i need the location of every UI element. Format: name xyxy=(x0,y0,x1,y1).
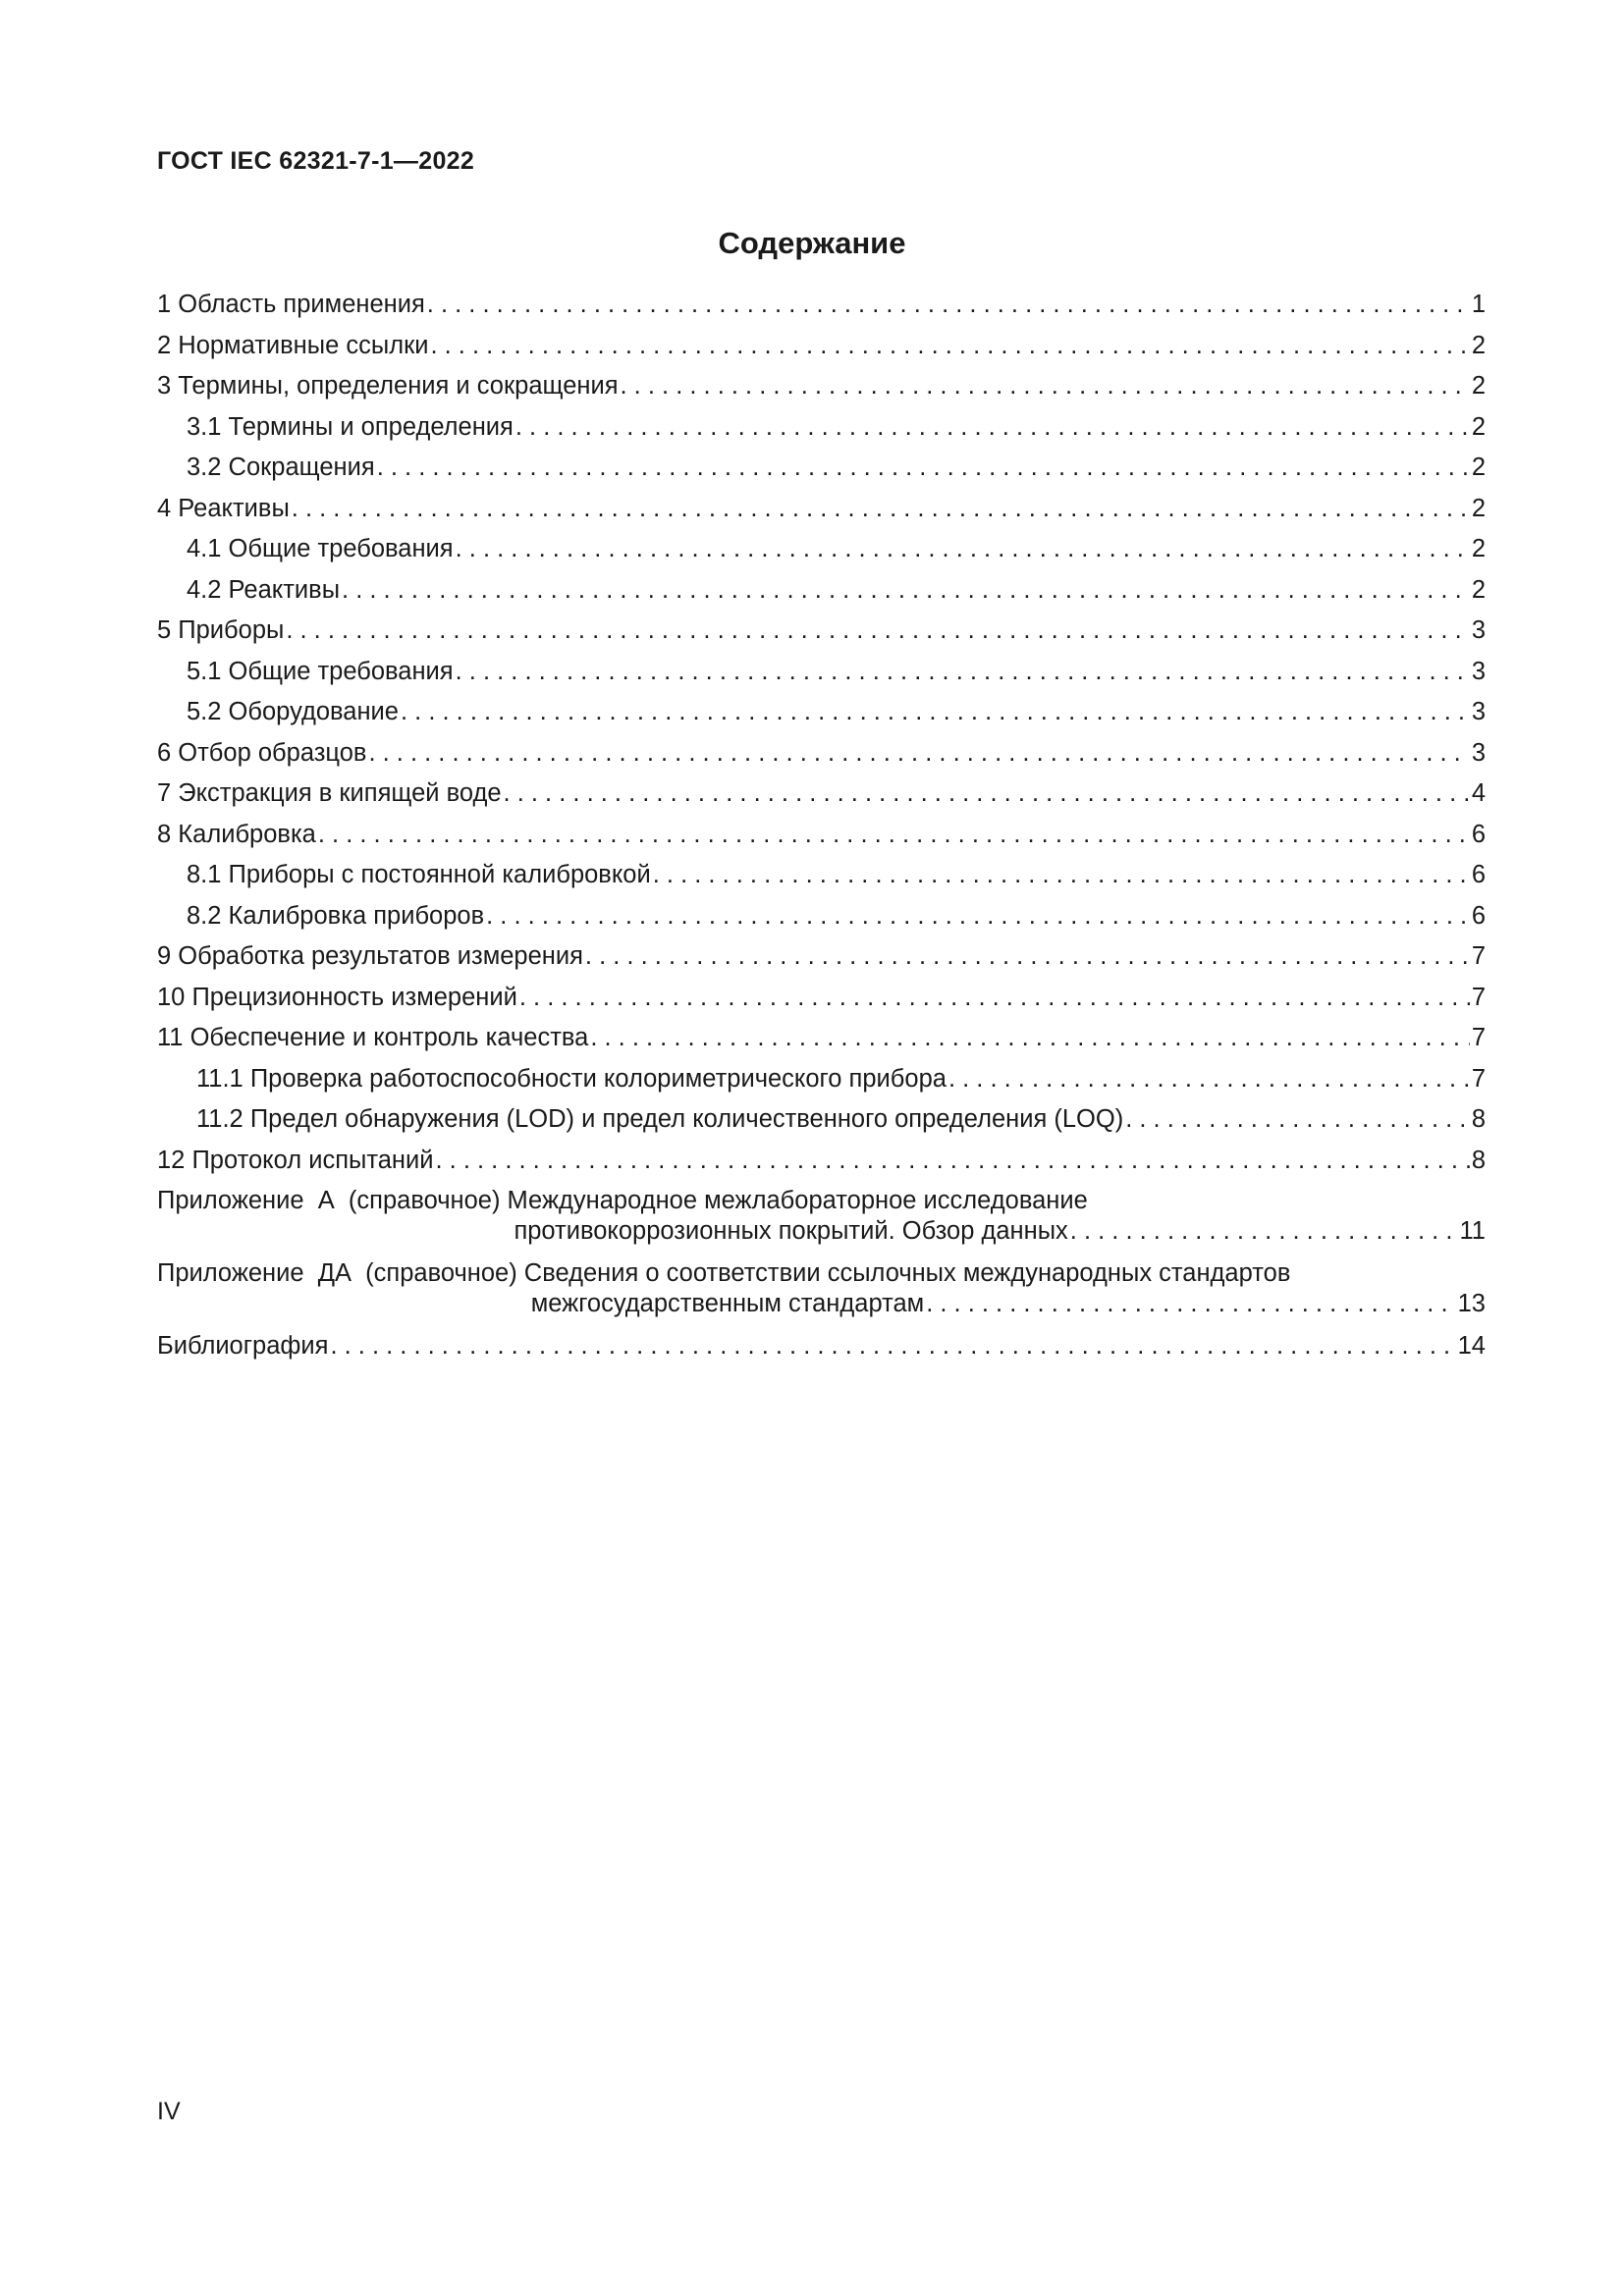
toc-entry-title: Предел обнаружения (LOD) и предел количественного определения (LOQ) xyxy=(249,1105,1124,1133)
toc-entry-title: Обеспечение и контроль качества xyxy=(189,1024,589,1051)
toc-entry[interactable] xyxy=(157,615,1486,646)
toc-entry-page: 7 xyxy=(1471,1064,1486,1093)
toc-entry-number: 4.1 xyxy=(187,535,222,562)
toc-entry[interactable] xyxy=(157,1064,1486,1095)
dot-leader xyxy=(1070,1216,1458,1247)
toc-entry-number: 5.1 xyxy=(187,657,222,685)
toc-entry-number: 11.2 xyxy=(196,1105,244,1133)
toc-entry-page: 3 xyxy=(1471,616,1486,644)
appendix-page: 11 xyxy=(1459,1217,1486,1245)
toc-entry-title: Калибровка xyxy=(178,820,316,848)
toc-entry-title: Обработка результатов измерения xyxy=(178,942,583,970)
toc-entry[interactable] xyxy=(157,983,1486,1013)
toc-entry[interactable] xyxy=(157,290,1486,320)
dot-leader xyxy=(486,901,1470,932)
toc-entry[interactable] xyxy=(157,534,1486,564)
toc-entry-number: 1 xyxy=(157,291,172,318)
toc-entry[interactable] xyxy=(157,412,1486,443)
toc-entry-page: 2 xyxy=(1471,575,1486,604)
toc-entry-title: Область применения xyxy=(178,291,425,318)
toc-entry[interactable] xyxy=(157,820,1486,850)
toc-entry-page: 4 xyxy=(1471,779,1486,807)
toc-entry-title: Общие требования xyxy=(228,657,454,685)
toc-entry-page: 2 xyxy=(1471,372,1486,400)
toc-entry-label xyxy=(157,941,585,972)
page-title: Содержание xyxy=(718,226,906,260)
toc-entry-label xyxy=(157,1104,1125,1135)
toc-entry-page: 8 xyxy=(1471,1146,1486,1174)
dot-leader xyxy=(427,290,1470,320)
toc-entry[interactable] xyxy=(157,331,1486,361)
toc-entry-label xyxy=(157,494,292,524)
toc-entry-title: Реактивы xyxy=(178,494,290,522)
toc-entry-title: Нормативные ссылки xyxy=(178,331,429,359)
toc-entry-label xyxy=(157,901,486,932)
toc-entry-title: Приборы xyxy=(178,616,285,644)
toc-entry-title: Протокол испытаний xyxy=(191,1146,434,1174)
dot-leader xyxy=(456,534,1470,564)
toc-entry-title: Отбор образцов xyxy=(178,738,367,767)
toc-entry[interactable] xyxy=(157,1023,1486,1053)
toc-entry-page: 3 xyxy=(1471,657,1486,685)
toc-entry-label xyxy=(157,657,456,687)
toc-entry[interactable] xyxy=(157,1104,1486,1135)
toc-entry-number: 11.1 xyxy=(196,1064,244,1093)
appendix-entry[interactable] xyxy=(157,1258,1486,1319)
appendix-title: Международное межлабораторное исследование xyxy=(507,1187,1088,1214)
toc-entry-number: 2 xyxy=(157,331,172,359)
toc-entry-label xyxy=(157,453,377,483)
toc-entry-title: Оборудование xyxy=(228,698,399,725)
toc-entry[interactable] xyxy=(157,494,1486,524)
dot-leader xyxy=(585,941,1470,972)
toc-entry[interactable] xyxy=(157,941,1486,972)
toc-entry-number: 8.2 xyxy=(187,901,222,930)
toc-entry-title: Проверка работоспособности колориметрического прибора xyxy=(249,1064,947,1093)
dot-leader xyxy=(653,860,1470,890)
appendix-prefix: Приложение ДА (справочное) xyxy=(157,1259,517,1287)
bibliography-page: 14 xyxy=(1457,1332,1486,1360)
appendix-title-continued: противокоррозионных покрытий. Обзор данных xyxy=(514,1217,1068,1245)
toc-entry-page: 2 xyxy=(1471,331,1486,359)
appendix-title: Сведения о соответствии ссылочных международных стандартов xyxy=(523,1259,1291,1287)
appendix-prefix: Приложение А (справочное) xyxy=(157,1187,501,1214)
toc-entry-number: 8.1 xyxy=(187,861,222,888)
toc-entry-number: 5.2 xyxy=(187,698,222,725)
toc-entry[interactable] xyxy=(157,738,1486,769)
toc-entry-title: Термины, определения и сокращения xyxy=(178,372,619,400)
dot-leader xyxy=(330,1331,1455,1362)
toc-entry-page: 6 xyxy=(1471,861,1486,888)
toc-entry-page: 1 xyxy=(1471,291,1486,318)
dot-leader xyxy=(292,494,1470,524)
toc-entry-title: Прецизионность измерений xyxy=(191,983,517,1011)
toc-entry-number: 7 xyxy=(157,779,172,807)
dot-leader xyxy=(519,983,1470,1013)
toc-entry-number: 3.1 xyxy=(187,412,222,441)
dot-leader xyxy=(430,331,1469,361)
dot-leader xyxy=(435,1146,1469,1176)
toc-entry-label xyxy=(157,1023,590,1053)
toc-entry-page: 8 xyxy=(1471,1105,1486,1133)
toc-entry-page: 2 xyxy=(1471,494,1486,522)
toc-entry-label xyxy=(157,1146,435,1176)
toc-entry-title: Приборы с постоянной калибровкой xyxy=(228,861,651,888)
dot-leader xyxy=(368,738,1469,769)
toc-entry-page: 2 xyxy=(1471,412,1486,441)
toc-entry[interactable] xyxy=(157,657,1486,687)
toc-entry-title: Сокращения xyxy=(228,454,375,481)
toc-entry-title: Общие требования xyxy=(228,535,454,562)
dot-leader xyxy=(948,1064,1470,1095)
dot-leader xyxy=(456,657,1470,687)
toc-entry-number: 3.2 xyxy=(187,454,222,481)
toc-entry-number: 10 xyxy=(157,983,186,1011)
toc-entry-label xyxy=(157,697,401,727)
toc-entry-number: 9 xyxy=(157,942,172,970)
toc-entry-label xyxy=(157,615,286,646)
toc-entry-label xyxy=(157,534,456,564)
toc-entry-number: 12 xyxy=(157,1146,186,1174)
toc-entry-number: 6 xyxy=(157,738,172,767)
dot-leader xyxy=(377,453,1470,483)
dot-leader xyxy=(401,697,1470,727)
toc-entry-label xyxy=(157,738,368,769)
toc-entry[interactable] xyxy=(157,778,1486,809)
toc-entry-title: Калибровка приборов xyxy=(228,901,485,930)
toc-entry[interactable] xyxy=(157,860,1486,890)
toc-entry-page: 7 xyxy=(1471,942,1486,970)
toc-entry-page: 7 xyxy=(1471,983,1486,1011)
toc-entry-number: 5 xyxy=(157,616,172,644)
toc-entry[interactable] xyxy=(157,901,1486,932)
appendix-title-continued: межгосударственным стандартам xyxy=(530,1290,925,1317)
appendix-entry[interactable] xyxy=(157,1186,1486,1247)
toc-entry-page: 6 xyxy=(1471,820,1486,848)
toc-entry-number: 3 xyxy=(157,372,172,400)
toc-entry-title: Термины и определения xyxy=(228,412,514,441)
toc-entry-number: 11 xyxy=(157,1024,184,1051)
bibliography-entry[interactable] xyxy=(157,1331,1486,1362)
dot-leader xyxy=(318,820,1470,850)
dot-leader xyxy=(286,615,1469,646)
toc-entry-label xyxy=(157,778,504,809)
toc-entry-page: 7 xyxy=(1471,1024,1486,1051)
toc-entry-page: 3 xyxy=(1471,738,1486,767)
toc-entry-page: 3 xyxy=(1471,698,1486,725)
toc-entry-number: 8 xyxy=(157,820,172,848)
toc-entry[interactable] xyxy=(157,1146,1486,1176)
toc-entry-label xyxy=(157,820,318,850)
toc-entry-page: 2 xyxy=(1471,454,1486,481)
toc-entry-title: Экстракция в кипящей воде xyxy=(178,779,502,807)
toc-entry-page: 2 xyxy=(1471,535,1486,562)
toc-entry-number: 4.2 xyxy=(187,575,222,604)
toc-entry[interactable] xyxy=(157,453,1486,483)
dot-leader xyxy=(926,1289,1455,1319)
toc-entry-label xyxy=(157,983,519,1013)
dot-leader xyxy=(515,412,1470,443)
toc-entry-label xyxy=(157,331,430,361)
dot-leader xyxy=(590,1023,1470,1053)
toc-entry[interactable] xyxy=(157,371,1486,401)
bibliography-title: Библиография xyxy=(157,1332,329,1360)
toc-entry-label xyxy=(157,371,621,401)
toc-entry-label xyxy=(157,860,653,890)
toc-entry-page: 6 xyxy=(1471,901,1486,930)
toc-entry-label xyxy=(157,575,342,606)
toc-entry-label xyxy=(157,1064,948,1095)
toc-entry-title: Реактивы xyxy=(228,575,341,604)
document-code: ГОСТ IEC 62321-7-1—2022 xyxy=(157,147,475,175)
toc-entry[interactable] xyxy=(157,697,1486,727)
appendix-page: 13 xyxy=(1457,1290,1486,1317)
toc-entry-label xyxy=(157,412,515,443)
page-number: IV xyxy=(157,2098,181,2125)
toc-entry-number: 4 xyxy=(157,494,172,522)
toc-entry-label xyxy=(157,290,427,320)
dot-leader xyxy=(342,575,1470,606)
dot-leader xyxy=(504,778,1470,809)
toc-entry[interactable] xyxy=(157,575,1486,606)
dot-leader xyxy=(1125,1104,1470,1135)
dot-leader xyxy=(621,371,1470,401)
